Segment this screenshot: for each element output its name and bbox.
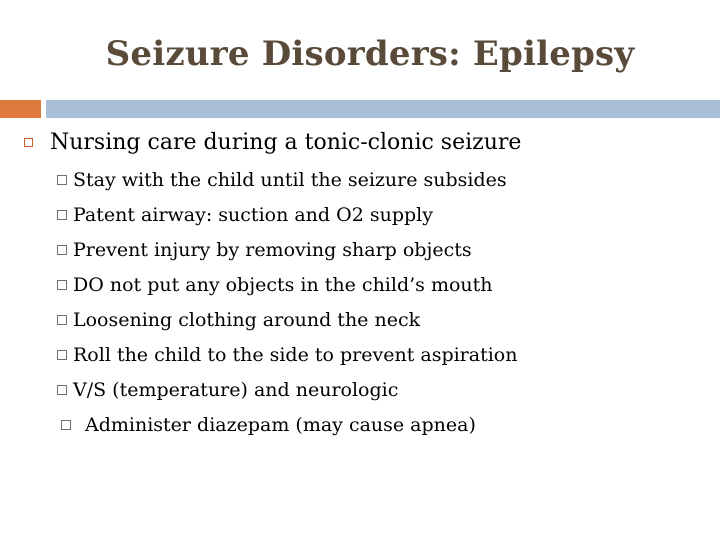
accent-bar-blue: [46, 100, 720, 118]
square-bullet-icon: [57, 175, 67, 185]
square-bullet-icon: [61, 420, 71, 430]
list-item-text: Prevent injury by removing sharp objects: [73, 238, 472, 261]
main-bullet-text: Nursing care during a tonic-clonic seizure: [50, 129, 522, 155]
square-bullet-icon: [57, 385, 67, 395]
list-item: [57, 302, 517, 337]
square-bullet-icon: [24, 138, 33, 147]
list-item-text: Roll the child to the side to prevent aspiration: [73, 343, 518, 366]
square-bullet-icon: [57, 210, 67, 220]
list-item: [57, 162, 517, 197]
main-bullet: [24, 124, 521, 160]
bullet-list: [57, 162, 517, 442]
list-item-text: Loosening clothing around the neck: [73, 308, 421, 331]
accent-bar-orange: [0, 100, 41, 118]
list-item: [57, 267, 517, 302]
list-item: [57, 407, 517, 442]
list-item: [57, 337, 517, 372]
list-item-text: V/S (temperature) and neurologic: [73, 378, 399, 401]
list-item: [57, 372, 517, 407]
list-item-text: Administer diazepam (may cause apnea): [85, 413, 476, 436]
list-item: [57, 197, 517, 232]
square-bullet-icon: [57, 280, 67, 290]
list-item-text: DO not put any objects in the child’s mouth: [73, 273, 493, 296]
square-bullet-icon: [57, 245, 67, 255]
square-bullet-icon: [57, 315, 67, 325]
square-bullet-icon: [57, 350, 67, 360]
list-item-text: Stay with the child until the seizure subsides: [73, 168, 507, 191]
list-item-text: Patent airway: suction and O2 supply: [73, 203, 433, 226]
slide-title: Seizure Disorders: Epilepsy: [105, 34, 635, 74]
list-item: [57, 232, 517, 267]
